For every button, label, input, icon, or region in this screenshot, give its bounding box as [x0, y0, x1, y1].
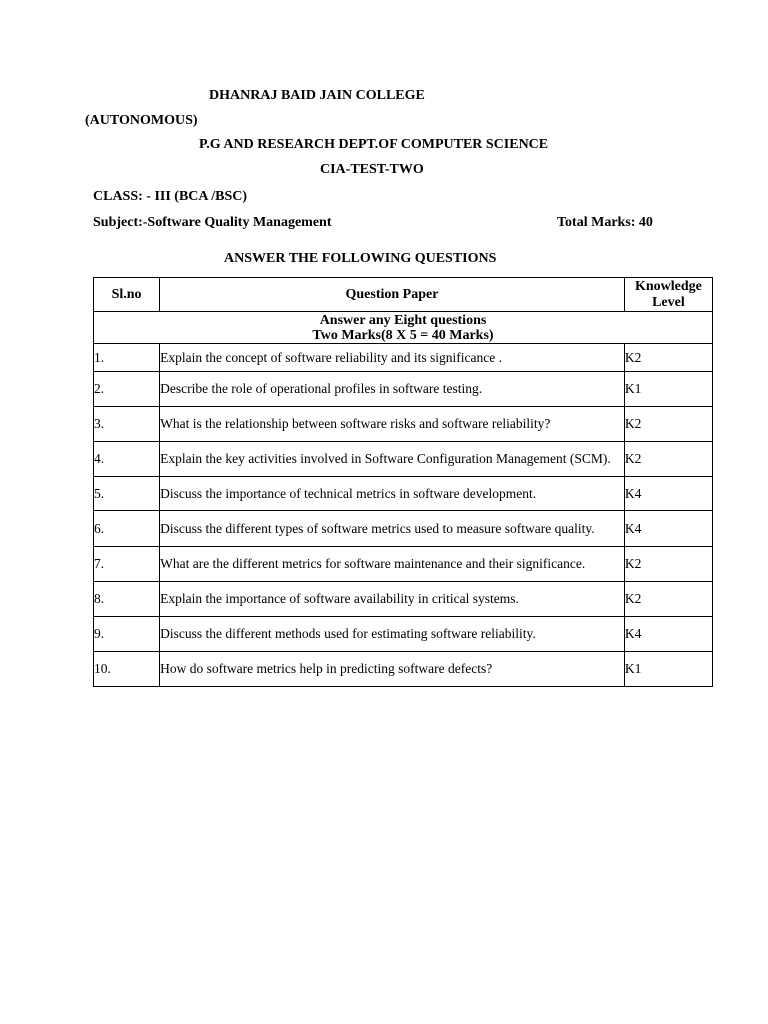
knowledge-level: K4: [624, 477, 712, 511]
table-row: [94, 617, 713, 652]
knowledge-level: K1: [624, 372, 712, 407]
table-row: [94, 547, 713, 582]
autonomous-label: (AUTONOMOUS): [85, 113, 198, 128]
row-number: 8.: [94, 582, 160, 617]
knowledge-level: K2: [624, 547, 712, 582]
question-text: What is the relationship between software risks and software reliability?: [160, 407, 625, 442]
table-row: [94, 344, 713, 372]
table-row: [94, 511, 713, 547]
knowledge-level-header: [624, 278, 712, 312]
question-text: Discuss the importance of technical metrics in software development.: [160, 477, 625, 511]
knowledge-level: K2: [624, 344, 712, 372]
instruction-cell: [94, 312, 713, 344]
question-header: Question Paper: [160, 278, 625, 312]
table-header-row: [94, 278, 713, 312]
row-number: 3.: [94, 407, 160, 442]
knowledge-level: K2: [624, 407, 712, 442]
row-number: 9.: [94, 617, 160, 652]
table-row: [94, 442, 713, 477]
table-row: [94, 407, 713, 442]
table-row: [94, 477, 713, 511]
table-row: [94, 582, 713, 617]
knowledge-level: K4: [624, 511, 712, 547]
instruction-row: [94, 312, 713, 344]
question-text: Explain the concept of software reliability and its significance .: [160, 344, 625, 372]
class-line: CLASS: - III (BCA /BSC): [93, 189, 248, 204]
table-row: [94, 372, 713, 407]
college-name: DHANRAJ BAID JAIN COLLEGE: [209, 88, 425, 103]
row-number: 4.: [94, 442, 160, 477]
table-row: [94, 652, 713, 687]
knowledge-level: K4: [624, 617, 712, 652]
knowledge-level-header-line1: Knowledge: [634, 278, 702, 294]
question-text: Discuss the different types of software metrics used to measure software quality.: [160, 511, 625, 547]
row-number: 6.: [94, 511, 160, 547]
question-text: Describe the role of operational profiles in software testing.: [160, 372, 625, 407]
slno-header: Sl.no: [94, 278, 160, 312]
row-number: 10.: [94, 652, 160, 687]
knowledge-level: K1: [624, 652, 712, 687]
question-text: Explain the importance of software availability in critical systems.: [160, 582, 625, 617]
question-text: How do software metrics help in predicting software defects?: [160, 652, 625, 687]
row-number: 5.: [94, 477, 160, 511]
department-name: P.G AND RESEARCH DEPT.OF COMPUTER SCIENCE: [199, 137, 549, 152]
knowledge-level-header-line2: Level: [652, 294, 685, 310]
row-number: 1.: [94, 344, 160, 372]
instruction-line2: Two Marks(8 X 5 = 40 Marks): [312, 327, 494, 343]
knowledge-level: K2: [624, 582, 712, 617]
row-number: 7.: [94, 547, 160, 582]
question-text: Discuss the different methods used for estimating software reliability.: [160, 617, 625, 652]
subject-line: Subject:-Software Quality Management: [93, 215, 332, 230]
row-number: 2.: [94, 372, 160, 407]
question-text: Explain the key activities involved in Software Configuration Management (SCM).: [160, 442, 625, 477]
section-title: ANSWER THE FOLLOWING QUESTIONS: [224, 251, 497, 266]
knowledge-level: K2: [624, 442, 712, 477]
instruction-line1: Answer any Eight questions: [319, 312, 487, 328]
test-title: CIA-TEST-TWO: [320, 162, 424, 177]
question-text: What are the different metrics for software maintenance and their significance.: [160, 547, 625, 582]
question-table: [93, 277, 713, 687]
total-marks: Total Marks: 40: [557, 215, 653, 230]
